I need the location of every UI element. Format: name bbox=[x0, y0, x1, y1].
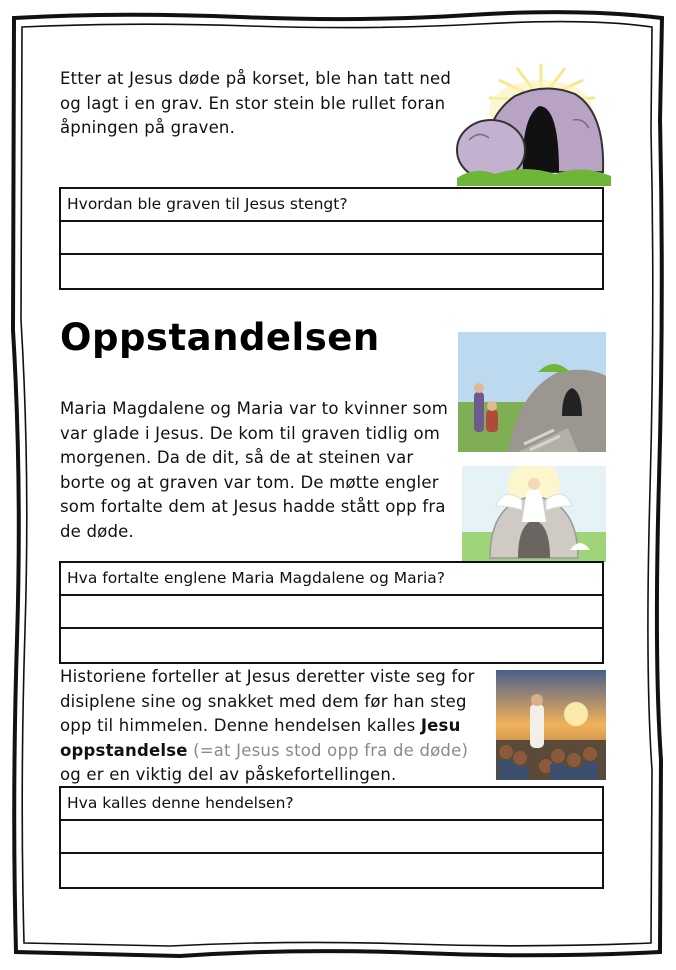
question-box-1 bbox=[59, 187, 604, 290]
appearance-text-end: og er en viktig del av påskefortellingen. bbox=[60, 765, 397, 785]
appearance-text-start: Historiene forteller at Jesus deretter viste seg for disiplene sine og snakket med dem før han steg opp til himmelen. Denne hendelsen kalles bbox=[60, 667, 475, 736]
answer-line-2a[interactable] bbox=[61, 596, 602, 629]
resurrection-paragraph: Maria Magdalene og Maria var to kvinner som var glade i Jesus. De kom til graven tidlig om morgenen. Da de dit, så de at steinen var borte og at graven var tom. De møtte engler som fortalte dem at Jesus hadde stått opp fra de døde. bbox=[60, 399, 449, 541]
answer-line-3a[interactable] bbox=[61, 821, 602, 854]
answer-line-1b[interactable] bbox=[61, 255, 602, 288]
angel-at-tomb-illustration bbox=[462, 466, 606, 562]
answer-line-3b[interactable] bbox=[61, 854, 602, 887]
question-2-text: Hva fortalte englene Maria Magdalene og Maria? bbox=[61, 563, 602, 596]
appearance-paragraph bbox=[60, 665, 490, 788]
question-box-2 bbox=[59, 561, 604, 664]
women-at-tomb-illustration bbox=[458, 332, 606, 452]
question-box-3 bbox=[59, 786, 604, 889]
intro-paragraph: Etter at Jesus døde på korset, ble han tatt ned og lagt i en grav. En stor stein ble rullet foran åpningen på graven. bbox=[60, 69, 452, 138]
answer-line-2b[interactable] bbox=[61, 629, 602, 662]
question-1-text: Hvordan ble graven til Jesus stengt? bbox=[61, 189, 602, 222]
jesus-with-disciples-illustration bbox=[496, 670, 606, 780]
question-3-text: Hva kalles denne hendelsen? bbox=[61, 788, 602, 821]
key-term: Jesu oppstandelse bbox=[60, 716, 461, 760]
empty-tomb-illustration bbox=[455, 60, 611, 186]
section-heading: Oppstandelsen bbox=[60, 316, 380, 359]
answer-line-1a[interactable] bbox=[61, 222, 602, 255]
key-term-explanation: (=at Jesus stod opp fra de døde) bbox=[187, 740, 469, 760]
